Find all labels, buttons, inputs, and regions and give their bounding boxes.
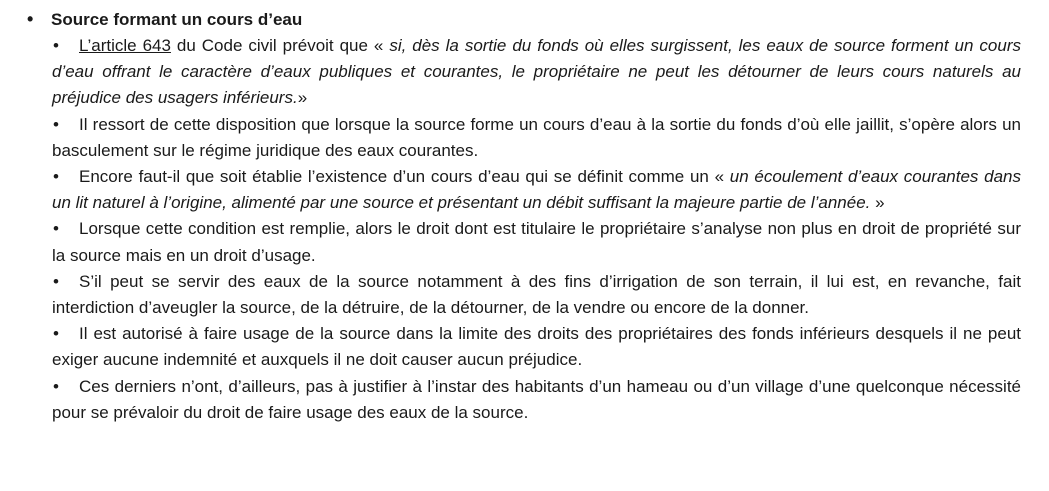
- list-bullet: •: [53, 324, 59, 344]
- bullet-list: [27, 33, 1021, 426]
- list-bullet: •: [53, 167, 59, 187]
- list-bullet: •: [53, 219, 59, 239]
- item-text: du Code civil prévoit que «: [170, 36, 390, 55]
- list-item: [52, 374, 1021, 426]
- item-text: S’il peut se servir des eaux de la source notamment à des fins d’irrigation de son terrain, il lui est, en revanche, fait interdiction d’aveugler la source, de la détruire, de la détourner, de la vendre ou encore de la donner.: [52, 271, 1021, 318]
- list-item: [52, 164, 1021, 216]
- article-643-link[interactable]: L’article 643: [79, 36, 171, 55]
- item-text: Lorsque cette condition est remplie, alors le droit dont est titulaire le propriétaire s’analyse non plus en droit de propriété sur la source mais en un droit d’usage.: [52, 219, 1021, 265]
- section-heading: [27, 6, 1021, 33]
- item-text: Encore faut-il que soit établie l’existence d’un cours d’eau qui se définit comme un «: [79, 167, 730, 187]
- item-text-end: »: [297, 88, 308, 108]
- list-item: [52, 33, 1021, 112]
- list-bullet: •: [53, 36, 59, 55]
- list-item: [52, 269, 1021, 321]
- item-text-end: »: [870, 193, 885, 213]
- list-item: [52, 216, 1021, 268]
- section-title: Source formant un cours d’eau: [51, 10, 303, 29]
- list-bullet: •: [53, 271, 59, 291]
- item-text: Ces derniers n’ont, d’ailleurs, pas à justifier à l’instar des habitants d’un hameau ou d’un village d’une quelconque nécessité pour se prévaloir du droit de faire usage des eaux de la source.: [52, 376, 1021, 422]
- list-bullet: •: [53, 114, 59, 134]
- item-text: Il est autorisé à faire usage de la source dans la limite des droits des propriétaires des fonds inférieurs desquels il ne peut exiger aucune indemnité et auxquels il ne doit causer aucun préjudice.: [52, 324, 1021, 370]
- item-quote: un écoulement d’eaux courantes dans un lit naturel à l’origine, alimenté par une source et présentant un débit suffisant la majeure partie de l’année.: [52, 167, 1021, 213]
- list-item: [52, 112, 1021, 164]
- item-quote: si, dès la sortie du fonds où elles surgissent, les eaux de source forment un cours d’eau offrant le caractère d’eaux publiques et courantes, le propriétaire ne peut les détourner de leurs cours naturels au préjudice des usagers inférieurs.: [52, 36, 1021, 108]
- list-bullet: •: [53, 376, 59, 396]
- item-text: Il ressort de cette disposition que lorsque la source forme un cours d’eau à la sortie du fonds d’où elle jaillit, s’opère alors un basculement sur le régime juridique des eaux courantes.: [52, 114, 1021, 160]
- list-item: [52, 321, 1021, 373]
- section-bullet: •: [27, 9, 34, 29]
